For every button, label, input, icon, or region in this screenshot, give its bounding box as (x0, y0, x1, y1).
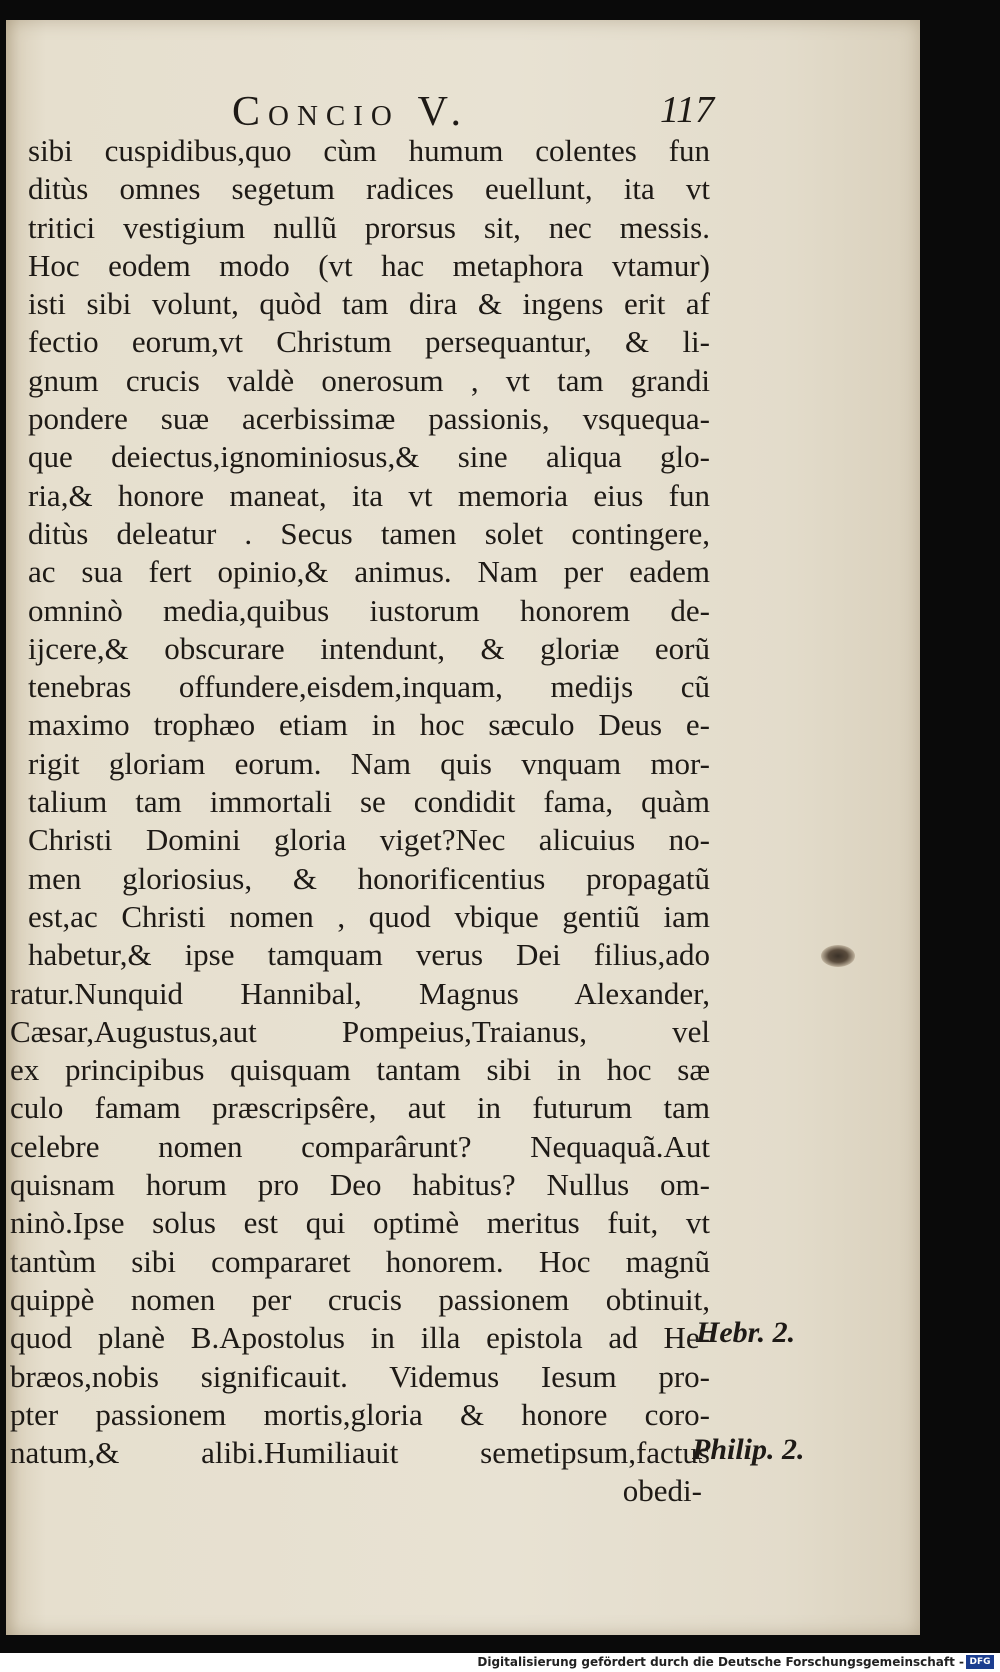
text-line: pter passionem mortis,gloria & honore coro- (10, 1396, 710, 1432)
text-line: culo famam præscripsêre, aut in futurum tam (10, 1090, 710, 1126)
text-line: Hoc eodem modo (vt hac metaphora vtamur) (28, 247, 710, 283)
text-line: ditùs omnes segetum radices euellunt, ita vt (28, 171, 710, 207)
text-line: talium tam immortali se condidit fama, quàm (28, 784, 710, 820)
text-line: tenebras offundere,eisdem,inquam, medijs cũ (28, 669, 710, 705)
text-line: tantùm sibi compararet honorem. Hoc magnũ (10, 1243, 710, 1279)
text-line: tritici vestigium nullũ prorsus sit, nec messis. (28, 209, 710, 245)
text-line: Christi Domini gloria viget?Nec alicuius no- (28, 822, 710, 858)
text-line: men gloriosius, & honorificentius propagatũ (28, 860, 710, 896)
ink-stain (821, 945, 855, 967)
text-line: Cæsar,Augustus,aut Pompeius,Traianus, vel (10, 1013, 710, 1049)
text-line: que deiectus,ignominiosus,& sine aliqua glo- (28, 439, 710, 475)
digitization-footer (0, 1653, 1000, 1672)
text-line: ninò.Ipse solus est qui optimè meritus fuit, vt (10, 1205, 710, 1241)
footer-credit: Digitalisierung gefördert durch die Deutsche Forschungsgemeinschaft - (477, 1655, 964, 1669)
text-line: ijcere,& obscurare intendunt, & gloriæ eorũ (28, 630, 710, 666)
text-line: celebre nomen comparârunt? Nequaquã.Aut (10, 1128, 710, 1164)
body-text (10, 132, 710, 1511)
text-line: ratur.Nunquid Hannibal, Magnus Alexander, (10, 975, 710, 1011)
text-line: bræos,nobis significauit. Videmus Iesum pro- (10, 1358, 710, 1394)
text-line: omninò media,quibus iustorum honorem de- (28, 592, 710, 628)
text-line: quippè nomen per crucis passionem obtinuit, (10, 1281, 710, 1317)
text-line: quod planè B.Apostolus in illa epistola ad He- (10, 1320, 710, 1356)
text-line: rigit gloriam eorum. Nam quis vnquam mor- (28, 745, 710, 781)
page-number: 117 (660, 89, 715, 131)
margin-note-philip: Philip. 2. (692, 1433, 805, 1466)
text-line: habetur,& ipse tamquam verus Dei filius,ado (28, 937, 710, 973)
text-line: gnum crucis valdè onerosum , vt tam grandi (28, 362, 710, 398)
text-line: maximo trophæo etiam in hoc sæculo Deus e- (28, 707, 710, 743)
text-line: fectio eorum,vt Christum persequantur, & li- (28, 324, 710, 360)
running-head-title: Concio V. (232, 89, 470, 135)
text-line: ac sua fert opinio,& animus. Nam per eadem (28, 554, 710, 590)
text-line: sibi cuspidibus,quo cùm humum colentes fun (28, 133, 710, 168)
catchword: obedi- (622, 1473, 702, 1509)
text-line: natum,& alibi.Humiliauit semetipsum,factus (10, 1435, 710, 1471)
text-line: est,ac Christi nomen , quod vbique gentiũ iam (28, 898, 710, 934)
running-head (0, 88, 920, 138)
text-line: pondere suæ acerbissimæ passionis, vsquequa- (28, 401, 710, 437)
text-line: ria,& honore maneat, ita vt memoria eius fun (28, 477, 710, 513)
dfg-logo: DFG (966, 1655, 994, 1669)
text-line: ex principibus quisquam tantam sibi in hoc sæ (10, 1052, 710, 1088)
text-line: quisnam horum pro Deo habitus? Nullus om- (10, 1167, 710, 1203)
margin-note-hebr: Hebr. 2. (696, 1316, 796, 1349)
text-line: isti sibi volunt, quòd tam dira & ingens erit af (28, 286, 710, 322)
text-line: ditùs deleatur . Secus tamen solet contingere, (28, 515, 710, 551)
